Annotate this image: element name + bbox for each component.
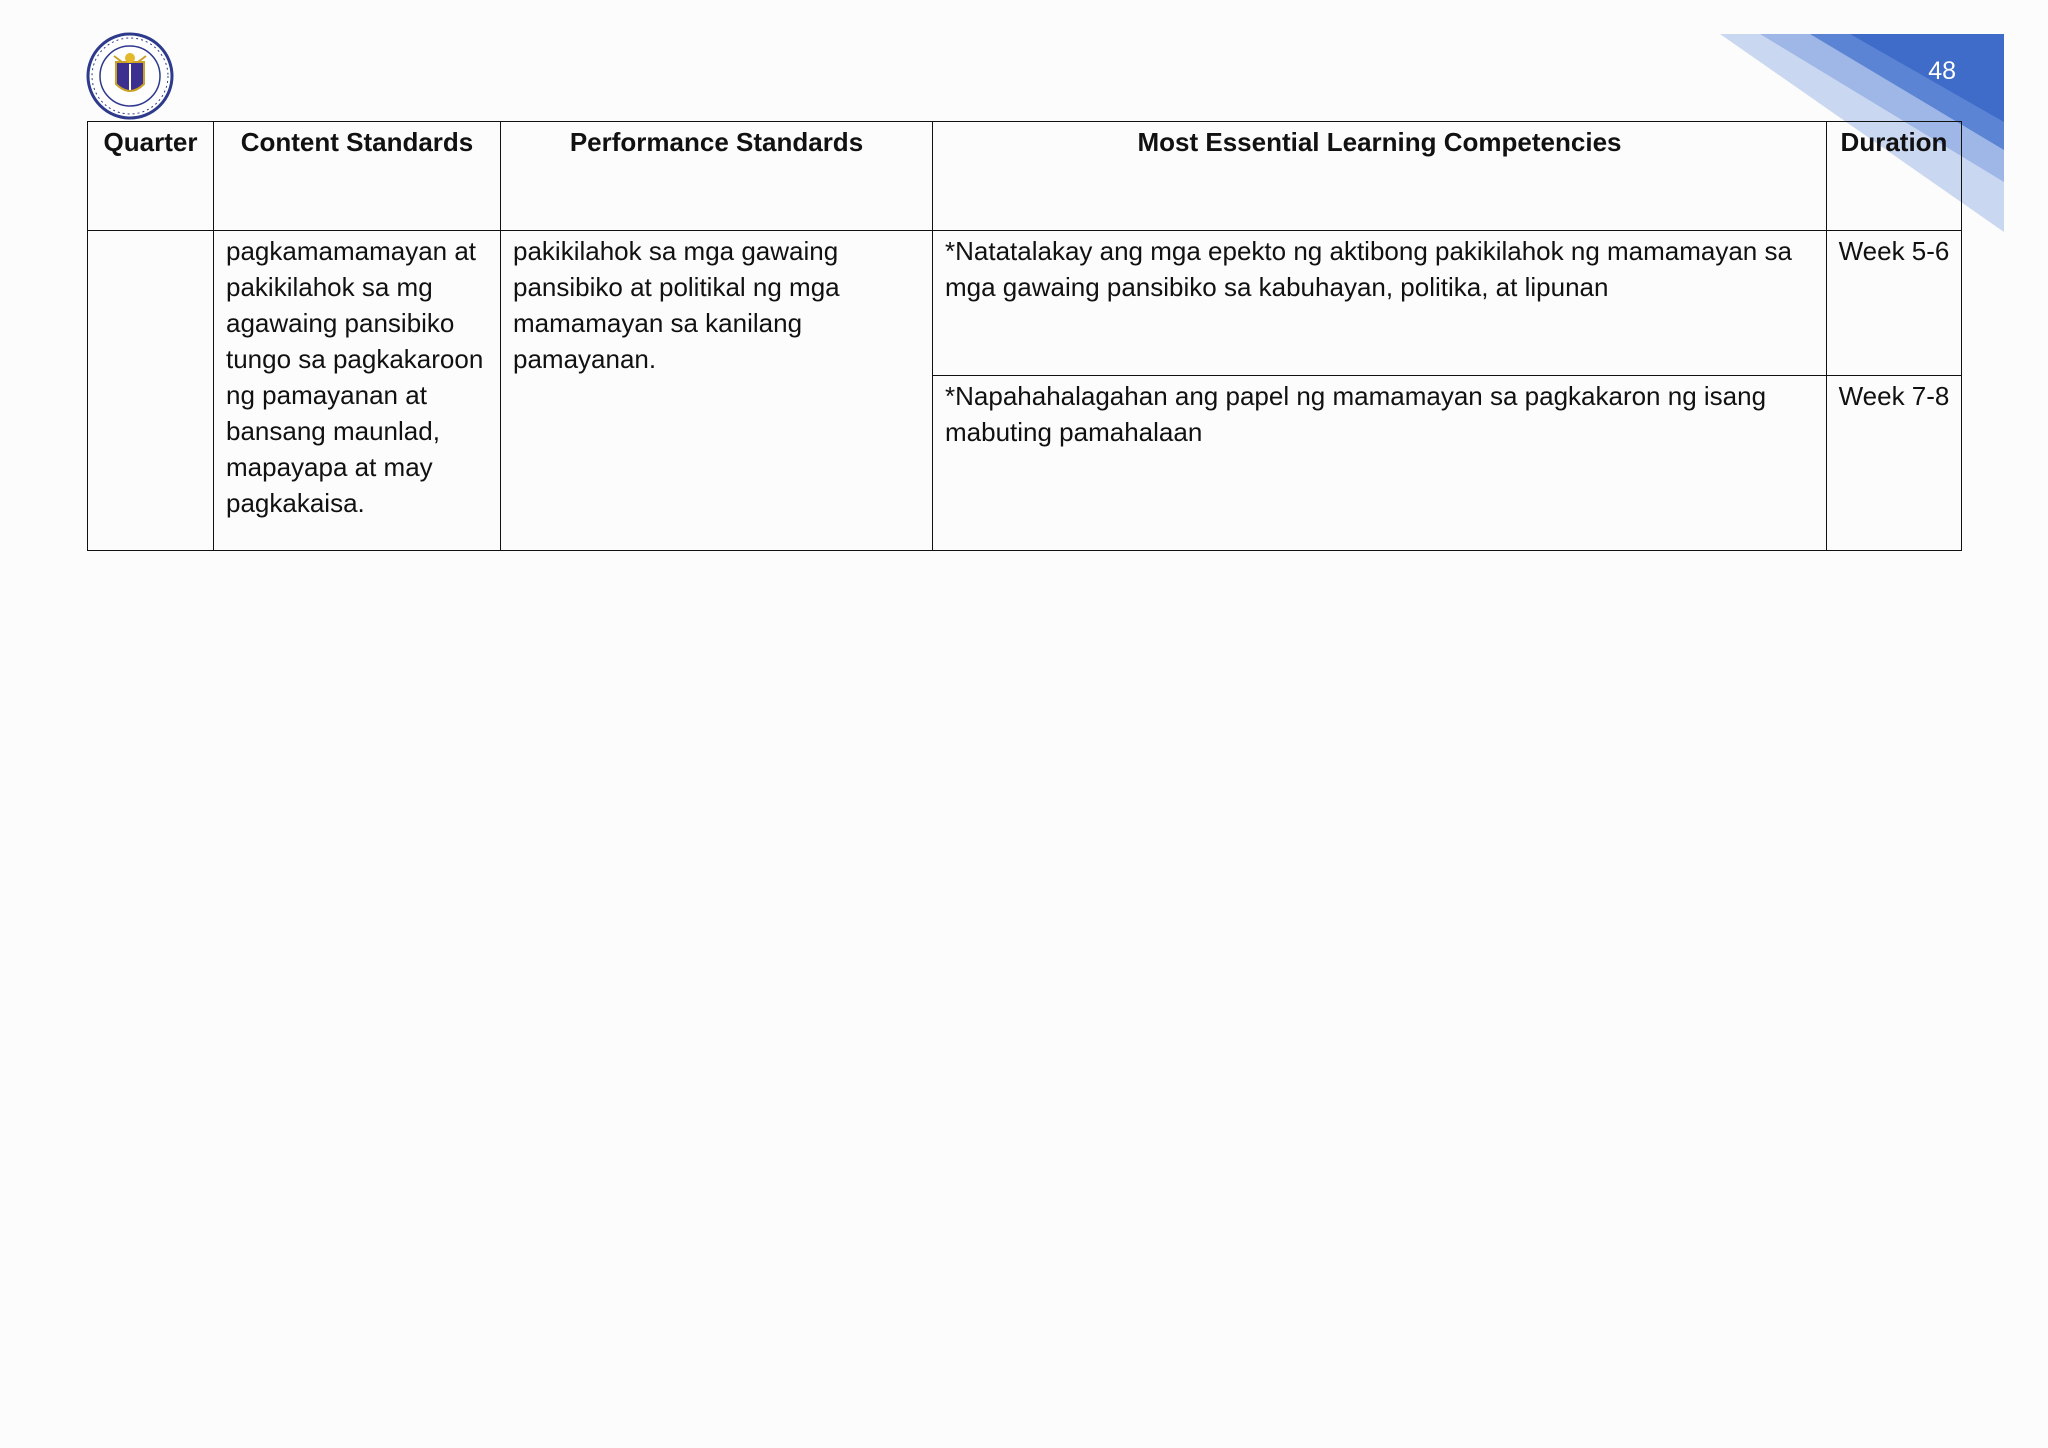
header-quarter: Quarter [88,122,214,231]
table-header-row [88,122,1962,231]
header-duration: Duration [1827,122,1962,231]
page-number: 48 [1928,57,1956,85]
duration-cell: Week 5-6 [1827,231,1962,376]
curriculum-table [87,121,1962,551]
header-performance-standards: Performance Standards [501,122,933,231]
competency-cell: *Napahahalagahan ang papel ng mamamayan sa pagkakaron ng isang mabuting pamahalaan [933,376,1827,551]
quarter-cell [88,231,214,551]
header-melc: Most Essential Learning Competencies [933,122,1827,231]
competency-cell: *Natatalakay ang mga epekto ng aktibong pakikilahok ng mamamayan sa mga gawaing pansibiko sa kabuhayan, politika, at lipunan [933,231,1827,376]
performance-standard-cell: pakikilahok sa mga gawaing pansibiko at politikal ng mga mamamayan sa kanilang pamayanan. [501,231,933,551]
deped-seal-logo [86,32,174,120]
table-row [88,231,1962,376]
header-content-standards: Content Standards [214,122,501,231]
content-standard-cell: pagkamamamayan at pakikilahok sa mg agawaing pansibiko tungo sa pagkakaroon ng pamayanan at bansang maunlad, mapayapa at may pagkakaisa. [214,231,501,551]
duration-cell: Week 7-8 [1827,376,1962,551]
